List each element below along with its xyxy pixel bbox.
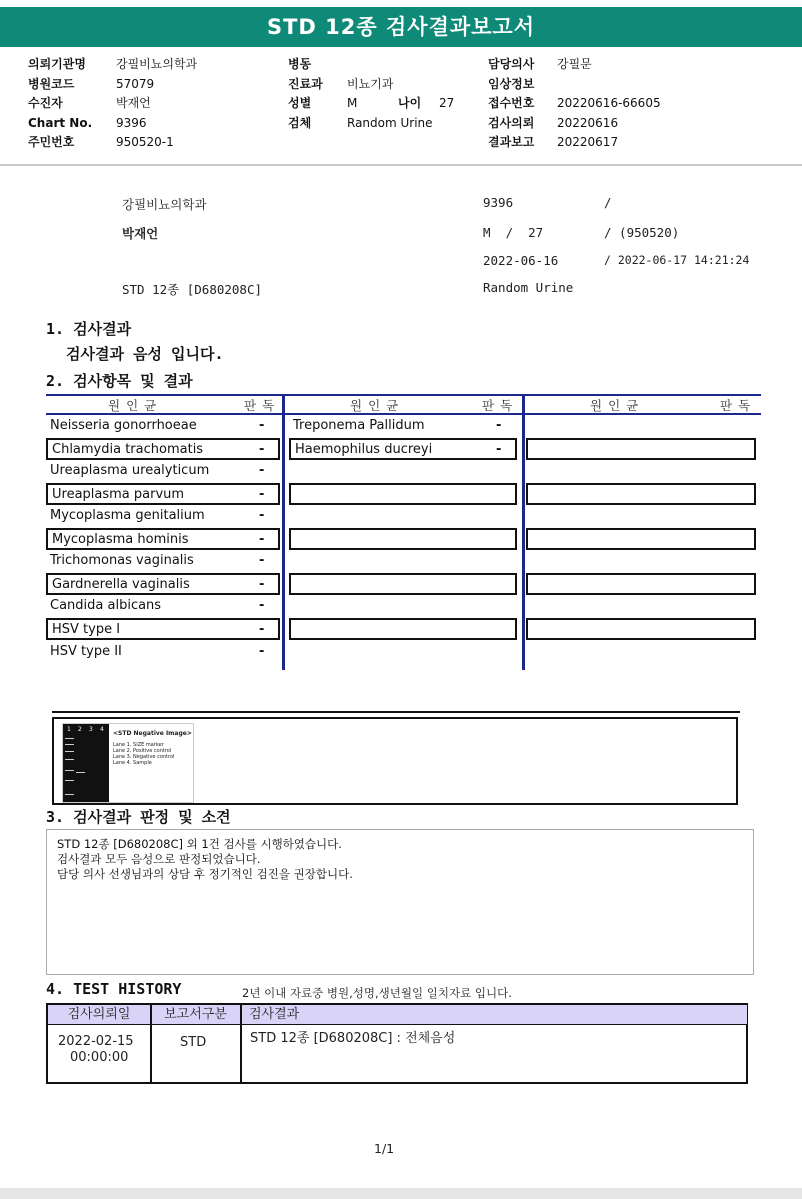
- history-divider: [240, 1005, 242, 1084]
- gel-band: [76, 772, 85, 773]
- history-note: 2년 이내 자료중 병원,성명,생년월일 일치자료 입니다.: [242, 986, 512, 1000]
- pathogen-result: -: [259, 442, 265, 457]
- empty-row: [289, 528, 517, 550]
- request-date-value: 20220616: [557, 115, 619, 130]
- gel-lane-number: 1: [67, 726, 71, 733]
- pathogen-row: [46, 416, 280, 438]
- gel-legend-item: Lane 3. Negative control: [113, 754, 175, 760]
- gel-band: [65, 794, 74, 795]
- col2-header-pathogen: 원인균: [350, 398, 405, 413]
- pathogen-name: Mycoplasma hominis: [52, 532, 189, 547]
- info-request-date: 2022-06-16: [483, 253, 559, 268]
- pathogen-result: -: [496, 418, 502, 433]
- empty-row: [289, 573, 517, 595]
- gel-title: <STD Negative Image>: [113, 730, 192, 737]
- history-divider: [150, 1005, 152, 1084]
- pathogen-result: -: [259, 598, 265, 613]
- doctor-label: 담당의사: [488, 57, 535, 71]
- empty-row: [526, 573, 756, 595]
- pathogen-row: [46, 573, 280, 595]
- pathogen-name: Ureaplasma urealyticum: [50, 463, 210, 478]
- empty-row: [526, 618, 756, 640]
- pathogen-result: -: [259, 463, 265, 478]
- gel-band: [65, 744, 74, 745]
- gel-photo: [63, 724, 109, 802]
- pathogen-row: [46, 483, 280, 505]
- history-time: 00:00:00: [70, 1050, 129, 1065]
- history-table: [46, 1003, 748, 1084]
- clinical-info-label: 임상정보: [488, 76, 535, 91]
- pathogen-row: [46, 461, 280, 483]
- info-test: STD 12종 [D680208C]: [122, 282, 263, 297]
- col3-header-result: 판독: [720, 398, 757, 413]
- pathogen-name: HSV type I: [52, 622, 121, 637]
- empty-row: [526, 528, 756, 550]
- pathogen-name: Haemophilus ducreyi: [295, 442, 433, 457]
- resident-no-value: 950520-1: [116, 135, 174, 149]
- info-birth: / (950520): [604, 225, 680, 240]
- opinion-box: [46, 829, 754, 975]
- section4-title: 4. TEST HISTORY: [46, 980, 182, 998]
- empty-row: [526, 438, 756, 460]
- footer-bar: [0, 1188, 802, 1199]
- pathogen-row: [46, 642, 280, 664]
- hospital-value: 강필비뇨의학과: [116, 57, 198, 71]
- sex-value: M: [347, 96, 358, 110]
- pathogen-row: [46, 596, 280, 618]
- pathogen-name: Chlamydia trachomatis: [52, 442, 204, 457]
- gel-divider: [52, 711, 740, 713]
- col1-header-result: 판독: [244, 398, 281, 413]
- gel-lane-number: 3: [89, 726, 93, 733]
- gel-lane-number: 4: [100, 726, 104, 733]
- dept-value: 비뇨기과: [347, 76, 394, 91]
- sex-label: 성별: [288, 96, 312, 110]
- gel-legend-item: Lane 1. SIZE marker: [113, 742, 164, 748]
- pathogen-result: -: [259, 577, 265, 592]
- info-sex-age: M / 27: [483, 225, 544, 240]
- pathogen-name: Treponema Pallidum: [293, 418, 425, 433]
- history-header-type: 보고서구분: [151, 1005, 240, 1025]
- history-header-date: 검사의뢰일: [48, 1005, 150, 1025]
- pathogen-row: [289, 416, 517, 438]
- pathogen-name: Ureaplasma parvum: [52, 487, 185, 502]
- hospital-label: 의뢰기관명: [28, 57, 86, 71]
- pathogen-row: [289, 438, 517, 460]
- pathogen-name: Trichomonas vaginalis: [50, 553, 194, 568]
- pathogen-row: [46, 528, 280, 550]
- empty-row: [289, 618, 517, 640]
- history-result: STD 12종 [D680208C] : 전체음성: [250, 1031, 456, 1046]
- gel-band: [65, 738, 74, 739]
- pathogen-name: Candida albicans: [50, 598, 162, 613]
- gel-image: [62, 723, 194, 803]
- patient-label: 수진자: [28, 96, 63, 110]
- pathogen-row: [46, 438, 280, 460]
- header-divider: [0, 164, 802, 166]
- resident-no-label: 주민번호: [28, 135, 75, 149]
- gel-band: [65, 759, 74, 760]
- pathogen-row: [46, 506, 280, 528]
- table-divider: [522, 394, 525, 670]
- gel-band: [65, 780, 74, 781]
- gel-legend-item: Lane 2. Positive control: [113, 748, 172, 754]
- empty-row: [526, 483, 756, 505]
- info-specimen: Random Urine: [483, 280, 574, 295]
- request-date-label: 검사의뢰: [488, 115, 535, 130]
- pathogen-result: -: [259, 532, 265, 547]
- pathogen-name: Gardnerella vaginalis: [52, 577, 190, 592]
- opinion-line: 검사결과 모두 음성으로 판정되었습니다.: [57, 852, 261, 866]
- receipt-no-value: 20220616-66605: [557, 96, 661, 110]
- opinion-line: STD 12종 [D680208C] 외 1건 검사를 시행하였습니다.: [57, 837, 342, 851]
- page-number: 1/1: [374, 1141, 395, 1156]
- gel-image-frame: [52, 717, 738, 805]
- gel-band: [65, 751, 74, 752]
- section1-title: 1. 검사결과: [46, 320, 132, 338]
- pathogen-result: -: [259, 508, 265, 523]
- info-patient: 박재언: [122, 226, 159, 241]
- report-date-value: 20220617: [557, 135, 619, 149]
- history-header-result: 검사결과: [241, 1005, 747, 1025]
- pathogen-result: -: [259, 553, 265, 568]
- history-type: STD: [180, 1035, 207, 1050]
- section2-title: 2. 검사항목 및 결과: [46, 372, 193, 390]
- patient-value: 박재언: [116, 96, 151, 110]
- col1-header-pathogen: 원인균: [108, 398, 163, 413]
- header-middle: [288, 56, 455, 134]
- pathogen-result: -: [259, 418, 265, 433]
- hospital-code-value: 57079: [116, 76, 155, 91]
- header-right: [488, 56, 661, 154]
- specimen-label: 검체: [288, 115, 312, 130]
- pathogen-row: [46, 618, 280, 640]
- hospital-code-label: 병원코드: [28, 76, 75, 91]
- doctor-value: 강필문: [557, 57, 592, 71]
- report-title: STD 12종 검사결과보고서: [0, 7, 802, 47]
- gel-band: [65, 770, 74, 771]
- receipt-no-label: 접수번호: [488, 96, 535, 110]
- dept-label: 진료과: [288, 76, 323, 91]
- pathogen-name: HSV type II: [50, 644, 122, 659]
- col3-header-pathogen: 원인균: [590, 398, 645, 413]
- chart-label: Chart No.: [28, 115, 93, 130]
- pathogen-table: [46, 394, 761, 670]
- pathogen-result: -: [496, 442, 502, 457]
- gel-legend-item: Lane 4. Sample: [113, 760, 152, 766]
- report-date-label: 결과보고: [488, 135, 535, 149]
- col2-header-result: 판독: [482, 398, 519, 413]
- ward-label: 병동: [288, 57, 312, 71]
- pathogen-name: Mycoplasma genitalium: [50, 508, 205, 523]
- specimen-value: Random Urine: [347, 115, 433, 130]
- info-clinic: 강필비뇨의학과: [122, 197, 207, 212]
- pathogen-result: -: [259, 644, 265, 659]
- info-chart: 9396: [483, 195, 514, 210]
- empty-row: [289, 483, 517, 505]
- table-divider: [282, 394, 285, 670]
- info-report-datetime: / 2022-06-17 14:21:24: [604, 253, 750, 267]
- age-label: 나이: [398, 96, 422, 110]
- section3-title: 3. 검사결과 판정 및 소견: [46, 808, 231, 826]
- section1-summary: 검사결과 음성 입니다.: [66, 345, 224, 363]
- pathogen-name: Neisseria gonorrhoeae: [50, 418, 197, 433]
- opinion-line: 담당 의사 선생님과의 상담 후 정기적인 검진을 권장합니다.: [57, 867, 353, 881]
- pathogen-result: -: [259, 487, 265, 502]
- pathogen-result: -: [259, 622, 265, 637]
- age-value: 27: [439, 96, 455, 110]
- info-slash: /: [604, 195, 612, 210]
- gel-lane-number: 2: [78, 726, 82, 733]
- history-date: 2022-02-15: [58, 1034, 134, 1049]
- chart-value: 9396: [116, 115, 147, 130]
- pathogen-row: [46, 551, 280, 573]
- header-left: [28, 56, 198, 154]
